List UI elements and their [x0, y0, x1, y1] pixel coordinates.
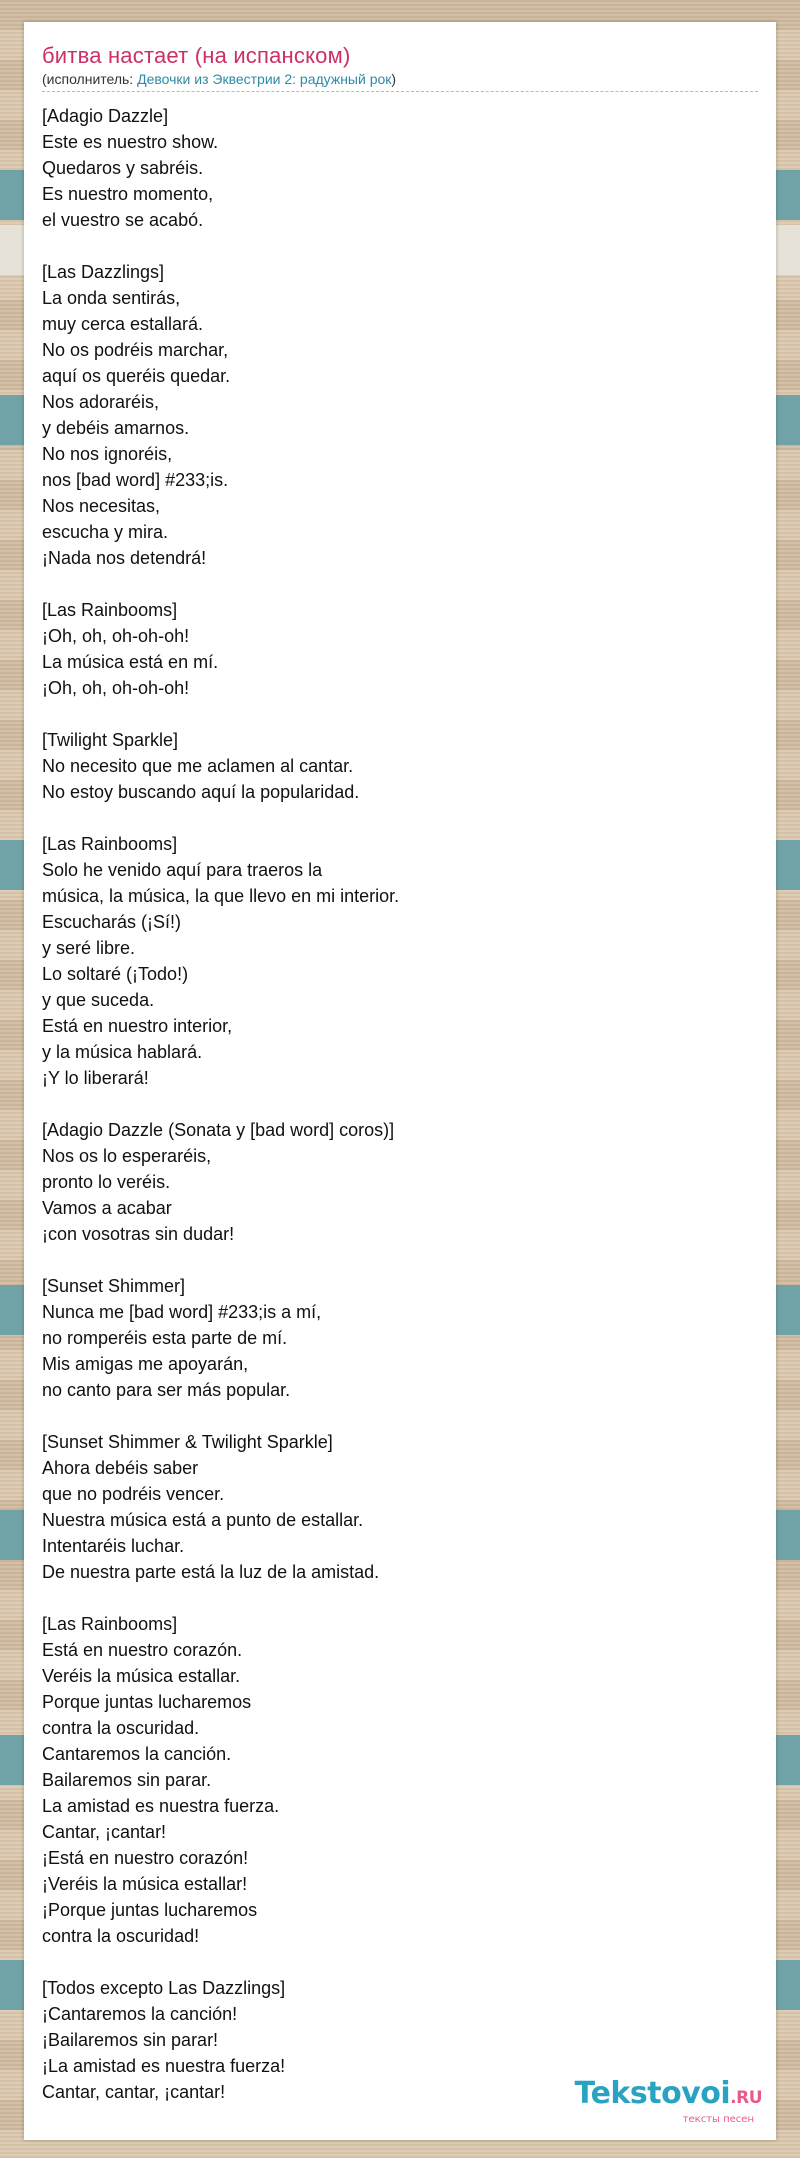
lyrics-line: No nos ignoréis,	[42, 444, 173, 464]
lyrics-section-header: [Las Rainbooms]	[42, 834, 178, 854]
stripe	[0, 1960, 24, 2010]
lyrics-line: Está en nuestro interior,	[42, 1016, 233, 1036]
stripe	[776, 395, 800, 445]
lyrics-line: ¡Cantaremos la canción!	[42, 2004, 238, 2024]
lyrics-section-header: [Las Rainbooms]	[42, 1614, 178, 1634]
lyrics-line: ¡Nada nos detendrá!	[42, 548, 207, 568]
lyrics-section-header: [Twilight Sparkle]	[42, 730, 179, 750]
stripe	[776, 1735, 800, 1785]
lyrics-line: muy cerca estallará.	[42, 314, 204, 334]
logo-tagline: тексты песен	[682, 2114, 754, 2125]
stripe	[776, 225, 800, 275]
lyrics-line: Nos adoraréis,	[42, 392, 160, 412]
lyrics-line: ¡con vosotras sin dudar!	[42, 1224, 235, 1244]
stripe	[0, 395, 24, 445]
lyrics-line: Nos os lo esperaréis,	[42, 1146, 212, 1166]
lyrics-line: Lo soltaré (¡Todo!)	[42, 964, 189, 984]
lyrics-line: ¡Bailaremos sin parar!	[42, 2030, 219, 2050]
left-background-stripes	[0, 0, 24, 2158]
lyrics-section-header: [Sunset Shimmer]	[42, 1276, 186, 1296]
lyrics-line: La amistad es nuestra fuerza.	[42, 1796, 280, 1816]
lyrics-line: no romperéis esta parte de mí.	[42, 1328, 288, 1348]
stripe	[0, 1285, 24, 1335]
lyrics-section-header: [Las Rainbooms]	[42, 600, 178, 620]
lyrics-line: Vamos a acabar	[42, 1198, 172, 1218]
lyrics-line: ¡Está en nuestro corazón!	[42, 1848, 249, 1868]
lyrics-line: Este es nuestro show.	[42, 132, 219, 152]
lyrics-line: nos [bad word] #233;is.	[42, 470, 229, 490]
lyrics-blank-line	[42, 1091, 776, 1117]
stripe	[0, 170, 24, 220]
logo-tld: .RU	[730, 2088, 762, 2108]
stripe	[0, 1510, 24, 1560]
lyrics-line: Veréis la música estallar.	[42, 1666, 241, 1686]
lyrics-line: Nuestra música está a punto de estallar.	[42, 1510, 364, 1530]
lyrics-line: La música está en mí.	[42, 652, 219, 672]
lyrics-line: Solo he venido aquí para traeros la	[42, 860, 323, 880]
lyrics-blank-line	[42, 1949, 776, 1975]
right-background-stripes	[776, 0, 800, 2158]
lyrics-line: No necesito que me aclamen al cantar.	[42, 756, 354, 776]
stripe	[776, 1510, 800, 1560]
lyrics-blank-line	[42, 1403, 776, 1429]
lyrics-line: ¡Y lo liberará!	[42, 1068, 149, 1088]
lyrics-blank-line	[42, 701, 776, 727]
lyrics-section-header: [Adagio Dazzle]	[42, 106, 169, 126]
lyrics-line: ¡La amistad es nuestra fuerza!	[42, 2056, 286, 2076]
lyrics-line: y debéis amarnos.	[42, 418, 190, 438]
lyrics-blank-line	[42, 233, 776, 259]
lyrics-line: ¡Oh, oh, oh-oh-oh!	[42, 626, 190, 646]
stripe	[0, 225, 24, 275]
stripe	[776, 1285, 800, 1335]
lyrics-line: Está en nuestro corazón.	[42, 1640, 243, 1660]
lyrics-line: no canto para ser más popular.	[42, 1380, 291, 1400]
lyrics-line: No estoy buscando aquí la popularidad.	[42, 782, 360, 802]
logo-name: Tekstovoi	[574, 2076, 731, 2111]
lyrics-line: y que suceda.	[42, 990, 155, 1010]
lyrics-card	[24, 22, 776, 2140]
lyrics-line: y seré libre.	[42, 938, 136, 958]
lyrics-line: Cantar, ¡cantar!	[42, 1822, 167, 1842]
lyrics-line: No os podréis marchar,	[42, 340, 229, 360]
lyrics-section-header: [Todos excepto Las Dazzlings]	[42, 1978, 286, 1998]
lyrics-line: Es nuestro momento,	[42, 184, 214, 204]
lyrics-line: contra la oscuridad!	[42, 1926, 200, 1946]
lyrics-line: música, la música, la que llevo en mi interior.	[42, 886, 400, 906]
artist-link[interactable]: Девочки из Эквестрии 2: радужный рок	[137, 71, 392, 87]
lyrics-line: ¡Oh, oh, oh-oh-oh!	[42, 678, 190, 698]
lyrics-line: que no podréis vencer.	[42, 1484, 225, 1504]
lyrics-line: y la música hablará.	[42, 1042, 203, 1062]
lyrics-section-header: [Sunset Shimmer & Twilight Sparkle]	[42, 1432, 333, 1452]
lyrics-line: Cantar, cantar, ¡cantar!	[42, 2082, 226, 2102]
logo-wordmark	[574, 2076, 762, 2113]
lyrics-line: De nuestra parte está la luz de la amistad.	[42, 1562, 380, 1582]
lyrics-section-header: [Adagio Dazzle (Sonata y [bad word] coros)]	[42, 1120, 395, 1140]
artist-suffix: )	[391, 71, 397, 87]
lyrics-line: el vuestro se acabó.	[42, 210, 204, 230]
lyrics-line: pronto lo veréis.	[42, 1172, 171, 1192]
lyrics-blank-line	[42, 1247, 776, 1273]
lyrics-line: Escucharás (¡Sí!)	[42, 912, 182, 932]
lyrics-line: escucha y mira.	[42, 522, 169, 542]
lyrics-blank-line	[42, 571, 776, 597]
artist-prefix: (исполнитель:	[42, 71, 138, 87]
lyrics-line: Nunca me [bad word] #233;is a mí,	[42, 1302, 322, 1322]
lyrics-line: Intentaréis luchar.	[42, 1536, 185, 1556]
stripe	[0, 840, 24, 890]
song-title: битва настает (на испанском)	[42, 43, 351, 68]
lyrics-line: aquí os queréis quedar.	[42, 366, 231, 386]
lyrics-blank-line	[42, 1585, 776, 1611]
lyrics-line: La onda sentirás,	[42, 288, 181, 308]
stripe	[776, 1960, 800, 2010]
lyrics-line: Quedaros y sabréis.	[42, 158, 204, 178]
lyrics-text	[42, 103, 776, 2105]
lyrics-line: ¡Veréis la música estallar!	[42, 1874, 248, 1894]
lyrics-section-header: [Las Dazzlings]	[42, 262, 165, 282]
stripe	[0, 1735, 24, 1785]
lyrics-line: Mis amigas me apoyarán,	[42, 1354, 249, 1374]
lyrics-line: Porque juntas lucharemos	[42, 1692, 252, 1712]
artist-line	[42, 70, 758, 92]
lyrics-line: contra la oscuridad.	[42, 1718, 200, 1738]
stripe	[776, 170, 800, 220]
lyrics-line: Cantaremos la canción.	[42, 1744, 232, 1764]
lyrics-line: Bailaremos sin parar.	[42, 1770, 212, 1790]
site-logo[interactable]	[574, 2076, 762, 2126]
lyrics-blank-line	[42, 805, 776, 831]
lyrics-line: Nos necesitas,	[42, 496, 161, 516]
lyrics-line: Ahora debéis saber	[42, 1458, 199, 1478]
stripe	[776, 840, 800, 890]
lyrics-line: ¡Porque juntas lucharemos	[42, 1900, 258, 1920]
